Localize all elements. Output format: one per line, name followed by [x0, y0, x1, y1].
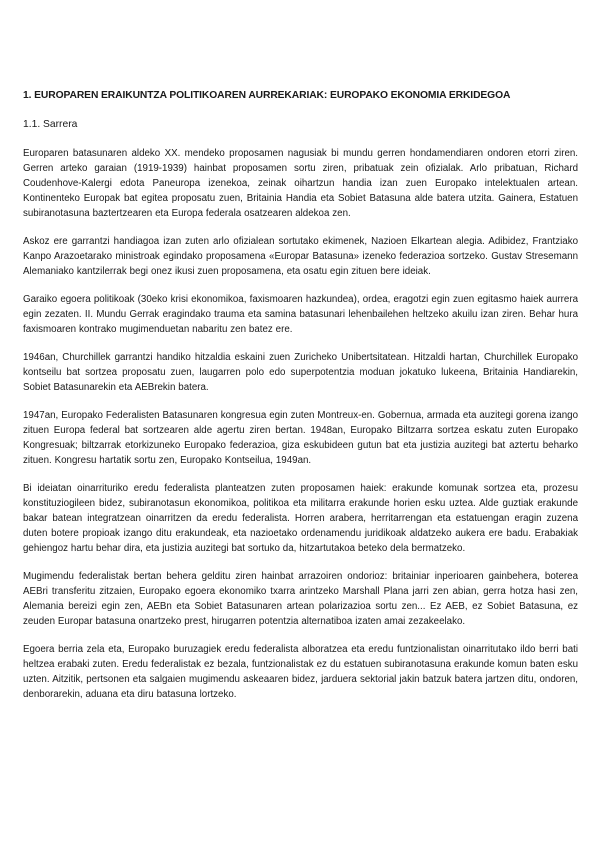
paragraph: 1947an, Europako Federalisten Batasunaren kongresua egin zuten Montreux-en. Gobernua, armada eta auzitegi gorena izango zituen Europa federal bat sortzearen alde agertu ziren bertan. 1948an, Europako Biltzarra sortzea eskatu zuten Europako Kongresuak; biltzarrak etorkizuneko Europako federazioa, giza eskubideen gutun bat eta justizia auzitegi bat aztertu beharko zituen. Kongresu hartatik sortu zen, Europako Kontseilua, 1949an.	[23, 410, 578, 466]
paragraph: Europaren batasunaren aldeko XX. mendeko proposamen nagusiak bi mundu gerren hondamendiaren ondoren etorri ziren. Gerren arteko garaian (1919-1939) hainbat proposamen sortu ziren, pribatuak zein ofizialak. Arlo pribatuan, Richard Coudenhove-Kalergi edota Paneuropa izenekoa, zeinak oihartzun handia izan zuen Europako intelektualen artean. Kontinenteko Europak bat egitea proposatu zuen, Britainia Handia eta Sobiet Batasuna alde batera utzita. Gainera, Estatuen subiranotasuna baztertzearen eta Europa federala osatzearen aldekoa zen.	[23, 148, 578, 219]
paragraph: Garaiko egoera politikoak (30eko krisi ekonomikoa, faxismoaren hazkundea), ordea, eragotzi egin zuen egitasmo haiek aurrera egin zezaten. II. Mundu Gerrak eragindako trauma eta samina batasunari lehenbailehen heltzeko akuilu izan ziren. Behar hura faxismoaren kontrako mugimenduetan nabaritu zen batez ere.	[23, 294, 578, 335]
paragraph: Mugimendu federalistak bertan behera gelditu ziren hainbat arrazoiren ondorioz: britainiar inperioaren gainbehera, boterea AEBri transferitu zitzaien, Europako egoera ekonomiko txarra arintzeko Marshall Plana jarri zen abian, gerra hotza hasi zen, Alemania bereizi egin zen, AEBn eta Sobiet Batasunaren artean polarizazioa sortu zen... Ez AEB, ez Sobiet Batasuna, ez zeuden Europar batasuna onartzeko prest, hirugarren potentzia alternatiboa izaten amai zezakeelako.	[23, 571, 578, 627]
section-heading: 1.1. Sarrera	[23, 119, 78, 130]
document-title: 1. EUROPAREN ERAIKUNTZA POLITIKOAREN AURREKARIAK: EUROPAKO EKONOMIA ERKIDEGOA	[23, 90, 511, 101]
paragraph: Egoera berria zela eta, Europako buruzagiek eredu federalista alboratzea eta eredu funtzionalistan oinarritutako ildo berri bati heltzea erabaki zuten. Eredu federalistak ez bezala, funtzionalistak ez du estatuen subiranotasuna erakunde komun baten esku uzten. Aitzitik, pertsonen eta salgaien mugimendu askeaaren bidez, jarduera sektorial jakin batzuk batera jartzen ditu, ondoren, denborarekin, aduana eta diru batasuna lortzeko.	[23, 644, 578, 700]
document-page	[23, 89, 578, 715]
paragraph: 1946an, Churchillek garrantzi handiko hitzaldia eskaini zuen Zuricheko Unibertsitatean. Hitzaldi hartan, Churchillek Europako kontseilu bat sortzea proposatu zuen, laugarren polo edo superpotentzia moduan jokatuko lukeena, Britainia Handiarekin, Sobiet Batasunarekin eta AEBrekin batera.	[23, 352, 578, 393]
paragraph: Askoz ere garrantzi handiagoa izan zuten arlo ofizialean sortutako ekimenek, Nazioen Elkartean alegia. Adibidez, Frantziako Kanpo Arazoetarako ministroak egindako proposamena «Europar Batasuna» izeneko federazioa sortzeko. Gustav Stresemann Alemaniako kantzilerrak begi onez ikusi zuen proposamena, eta osatu egin zituen bere ideiak.	[23, 236, 578, 277]
paragraph: Bi ideiatan oinarrituriko eredu federalista planteatzen zuten proposamen haiek: erakunde komunak sortzea eta, prozesu konstituziogileen bidez, subiranotasun ekonomikoa, politikoa eta militarra erakunde horien esku uztea. Alde guztiak erakunde bakar batean integratzean oinarritzen da eredu federalista. Horren arabera, herritarrengan eta estatuengan eragin zuzena duten botere propioak izango ditu erakundeak, eta nazioetako ordenamendu juridikoak aldatzeko aukera ere badu. Erabakiak gehiengoz hartu behar dira, eta justizia auzitegi bat sortuko da, hitzartutakoa beteko dela bermatzeko.	[23, 483, 578, 554]
